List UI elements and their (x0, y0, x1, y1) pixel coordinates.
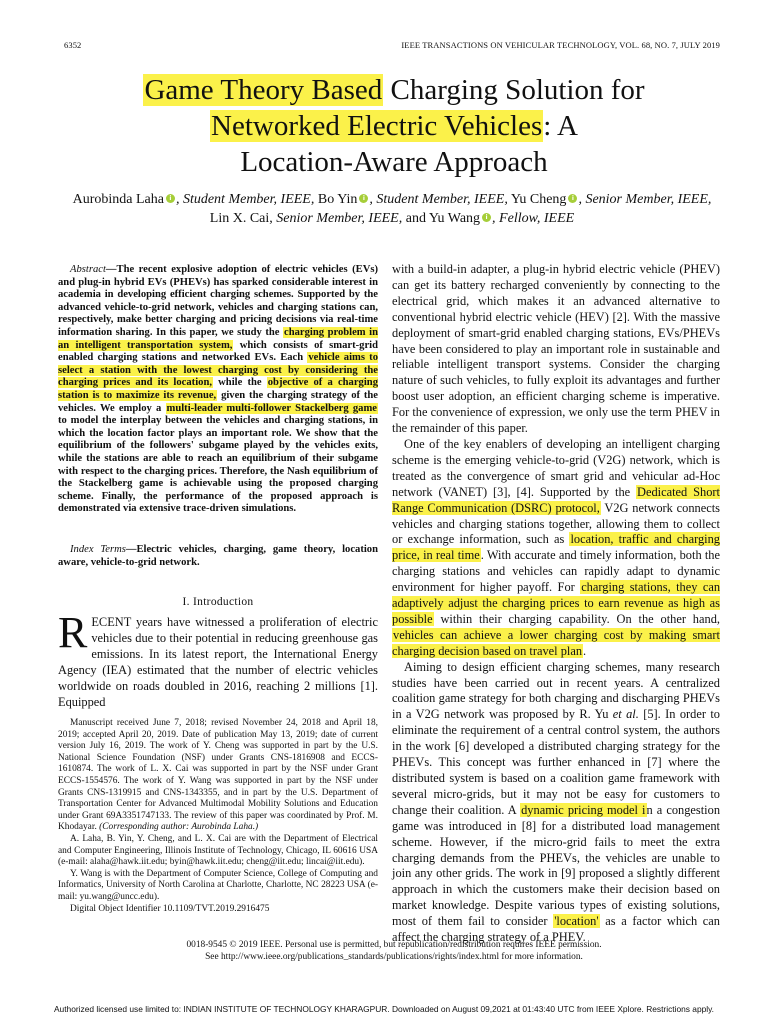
copyright-line: 0018-9545 © 2019 IEEE. Personal use is permitted, but republication/redistribution requires IEEE permission. (186, 940, 602, 950)
author-role: , Student Member, IEEE, (369, 192, 508, 207)
footnote-corresponding: (Corresponding author: Aurobinda Laha.) (99, 822, 259, 833)
paragraph-text: [5]. In order to eliminate the requirement of a central control system, the authors in the work [6] developed a distributed charging strategy for the PHEVs. This concept was further enhanced in [7] where the distributed system is based on a coalition game framework with several micro-grids, but it may not be easy for customers to change their coalition. A (392, 707, 720, 817)
paragraph-text: . With accurate and timely information, both the charging stations and vehicles can rapidly adapt to dynamic environment for higher payoff. For (392, 548, 720, 595)
intro-paragraph: ECENT years have witnessed a proliferation of electric vehicles due to their potential in reducing greenhouse gas emissions. In its latest report, the International Energy Agency (IEA) estimated that the number of electric vehicles worldwide on roads doubled in 2016, reaching 2 millions [1]. Equipped (58, 615, 378, 709)
paragraph: with a build-in adapter, a plug-in hybrid electric vehicle (PHEV) can get its battery recharged conveniently by connecting to the electrical grid, which makes it an advanced alternative to conventional hybrid electric vehicle (HEV) [2]. With the massive deployment of smart-grid enabled charging stations, EVs/PHEVs have been considered to play an important role in sustainable and reliable intelligent transport systems. Consider the charging nature of such vehicles, to fully exploit its advantages and further boost user adoption, an efficient charging scheme is imperative. For the convenience of expression, we only use the term PHEV in the remainder of this paper. (392, 262, 720, 436)
author-role: , Fellow, IEEE (492, 211, 575, 226)
title-part-1: Charging Solution for (383, 74, 645, 106)
section-heading: I. Introduction (182, 596, 254, 608)
abstract-text: given the charging strategy of the vehicles. We employ a (58, 389, 378, 414)
paragraph-text: . (583, 643, 587, 658)
journal-header: IEEE TRANSACTIONS ON VEHICULAR TECHNOLOGY, VOL. 68, NO. 7, JULY 2019 (401, 40, 720, 50)
author-name: Bo Yin (314, 192, 358, 207)
abstract (58, 264, 378, 516)
introduction-text (58, 608, 378, 710)
title-highlight-2: Networked Electric Vehicles (211, 110, 543, 142)
right-column (392, 262, 720, 946)
abstract-text: to model the interplay between the vehicles and charging stations, in which the location factor plays an important role. We show that the equilibrium of the followers' subgame played by the vehicles exits, while the stations are able to reach an equilibrium of their subgame with respect to the charging prices. Therefore, the Nash equilibrium of the Stackelberg game is achievable using the proposed charging scheme. Finally, the performance of the proposed approach is demonstrated via extensive trace-driven simulations. (58, 415, 378, 515)
text-highlight: vehicles can achieve a lower charging cost by making smart charging decision based on travel plan (392, 627, 720, 658)
orcid-icon[interactable]: i (482, 213, 491, 222)
text-highlight: charging stations, they can adaptively adjust the charging prices to earn revenue as high as possible (392, 580, 721, 626)
text-highlight: Dedicated Short Range Communication (DSRC) protocol, (392, 484, 720, 515)
text-highlight: dynamic pricing model i (521, 802, 646, 817)
license-banner: Authorized licensed use limited to: INDIAN INSTITUTE OF TECHNOLOGY KHARAGPUR. Downloaded on August 09,2021 at 01:43:40 UTC from IEEE Xplore. Restrictions apply. (53, 1004, 715, 1014)
et-al: et al. (612, 707, 639, 722)
drop-cap: R (58, 608, 88, 657)
copyright-link[interactable]: See http://www.ieee.org/publications_standards/publications/rights/index.html for more information. (205, 951, 583, 962)
abstract-label: Abstract (70, 264, 106, 275)
author-role: , Senior Member, IEEE, (578, 192, 712, 207)
index-terms-text: —Electric vehicles, charging, game theory, location aware, vehicle-to-grid network. (58, 544, 378, 568)
author-name: Lin X. Cai, (209, 211, 273, 226)
author-list (56, 190, 728, 228)
title-part-3: Location-Aware Approach (240, 146, 548, 178)
index-terms (58, 544, 378, 569)
index-terms-label: Index Terms (70, 544, 126, 555)
abstract-highlight: charging problem in an intelligent transportation system, (58, 326, 378, 351)
paragraph (392, 660, 720, 946)
paragraph-text: Aiming to design efficient charging schemes, many research studies have been carried out in recent years. A centralized coalition game strategy for both charging and discharging PHEVs in a V2G network was proposed by R. Yu (392, 659, 720, 722)
abstract-highlight: multi-leader multi-follower Stackelberg game (166, 402, 377, 414)
author-name: Yu Cheng (507, 192, 567, 207)
footnote-manuscript: Manuscript received June 7, 2018; revised November 24, 2018 and April 18, 2019; accepted April 20, 2019. Date of publication May 13, 2019; date of current version July 16, 2019. The work of Y. Cheng was supported in part by the U.S. National Science Foundation (NSF) under Grants CNS-1816908 and ECCS-1610874. The work of L. X. Cai was supported in part by the NSF under Grant ECCS-1554576. The work of Y. Wang was supported in part by the NSF under Grants CNS-1319915 and CNS-1343355, and in part by the U.S. Department of Transportation Center for Advanced Multimodal Mobility Solutions and Education under Grant 69A3351747133. The review of this paper was coordinated by Prof. M. Khodayar. (58, 718, 378, 833)
footnote-affiliation-1: A. Laha, B. Yin, Y. Cheng, and L. X. Cai are with the Department of Electrical and Computer Engineering, Illinois Institute of Technology, Chicago, IL 60616 USA (e-mail: alaha@hawk.iit.edu; byin@hawk.iit.edu; cheng@iit.edu; lincai@iit.edu). (58, 833, 378, 868)
footnote-doi: Digital Object Identifier 10.1109/TVT.2019.2916475 (70, 903, 270, 914)
orcid-icon[interactable]: i (568, 194, 577, 203)
orcid-icon[interactable]: i (166, 194, 175, 203)
paragraph-text: as a factor which can affect the charging strategy of a PHEV. (392, 914, 720, 945)
paragraph (392, 437, 720, 660)
author-name: and Yu Wang (402, 211, 481, 226)
text-highlight: 'location' (554, 914, 599, 929)
paper-title (60, 72, 728, 180)
copyright-notice (60, 940, 728, 963)
author-role: , Student Member, IEEE, (175, 192, 315, 207)
footnotes (58, 718, 378, 915)
footnote-affiliation-2: Y. Wang is with the Department of Computer Science, College of Computing and Informatics, University of North Carolina at Charlotte, Charlotte, NC 28223 USA (e-mail: yu.wang@uncc.edu). (58, 868, 378, 902)
orcid-icon[interactable]: i (359, 194, 368, 203)
author-role: Senior Member, IEEE, (272, 211, 403, 226)
paragraph-text: within their charging capability. On the other hand, (433, 611, 720, 626)
abstract-text: while the (212, 377, 267, 389)
abstract-highlight: objective of a charging station is to maximize its revenue, (58, 377, 378, 401)
abstract-text: —The recent explosive adoption of electric vehicles (EVs) and plug-in hybrid EVs (PHEVs) has sparked considerable interest in academia in developing efficient charging schemes. Supported by the advanced vehicle-to-grid network, vehicles and charging stations can, respectively, make better charging and pricing decisions via real-time information sharing. In this paper, we study the (58, 264, 378, 338)
title-highlight-1: Game Theory Based (144, 74, 383, 106)
paragraph-text: V2G network connects vehicles and charging stations together, allowing them to collect or exchange information, such as (392, 500, 720, 547)
paragraph-text: n a congestion game was introduced in [8] for a distributed load management scheme. However, if the micro-grid fails to meet the extra charging demands from the PHEVs, the vehicles are unable to join any other grids. The work in [9] proposed a slightly different approach in which the customers make their decision based on market knowledge. Despite various types of existing solutions, most of them fail to consider (392, 802, 721, 929)
title-part-2: : A (543, 110, 578, 142)
paragraph-text: One of the key enablers of developing an intelligent charging scheme is the emerging vehicle-to-grid (V2G) network, which is treated as the convergence of smart grid and vehicular ad-Hoc network (VANET) [3], [4]. Supported by the (392, 436, 720, 499)
text-highlight: location, traffic and charging price, in real time (392, 532, 720, 563)
abstract-text: which consists of smart-grid enabled charging stations and networked EVs. Each (58, 339, 378, 364)
abstract-highlight: vehicle aims to select a station with the lowest charging cost by considering the charging prices and its location, (58, 352, 379, 389)
page-number: 6352 (64, 40, 82, 50)
author-name: Aurobinda Laha (72, 192, 164, 207)
